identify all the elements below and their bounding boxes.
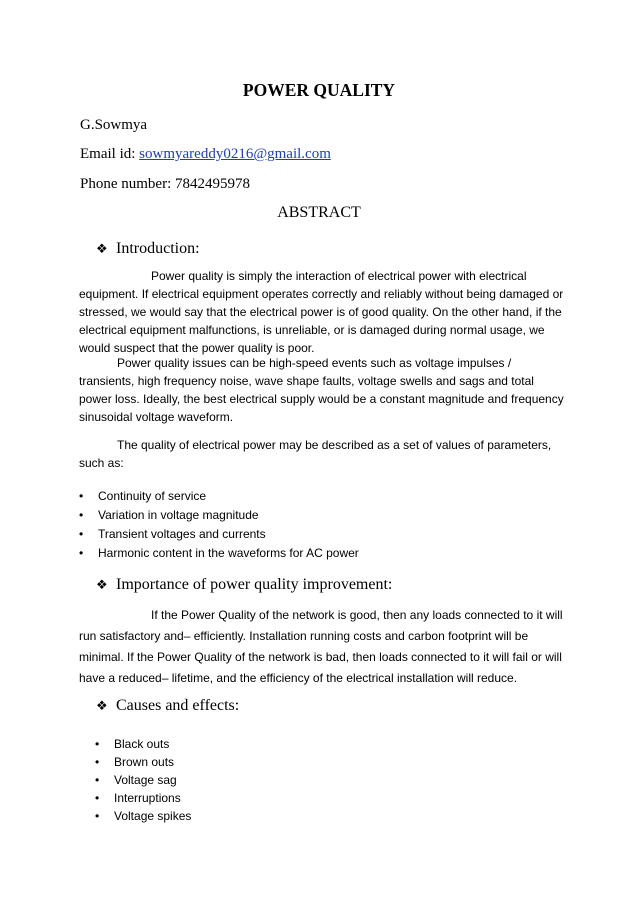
section-heading-causes — [96, 697, 239, 715]
diamond-bullet-icon: ❖ — [96, 698, 108, 713]
parameters-list — [79, 487, 359, 563]
paragraph-text: Power quality is simply the interaction of electrical power with electrical equipment. If electrical equipment operates correctly and reliably without being damaged or stressed, we would say that the electrical power is of good quality. On the other hand, if the electrical equipment malfunctions, is unreliable, or is damaged during normal usage, we would suspect that the power quality is poor. — [79, 269, 564, 355]
list-item: • Transient voltages and currents — [79, 525, 359, 544]
email-line — [80, 146, 331, 163]
intro-paragraph-1 — [79, 267, 569, 357]
bullet-dot-icon: • — [95, 791, 100, 805]
list-item: • Black outs — [95, 737, 170, 751]
phone-line: Phone number: 7842495978 — [80, 176, 250, 192]
list-item: • Voltage spikes — [95, 809, 192, 823]
diamond-bullet-icon: ❖ — [96, 241, 108, 256]
diamond-bullet-icon: ❖ — [96, 577, 108, 592]
bullet-dot-icon: • — [79, 527, 84, 541]
paragraph-text: Power quality issues can be high-speed events such as voltage impulses / transients, high frequency noise, wave shape faults, voltage swells and sags and total power loss. Ideally, the best electrical supply would be a constant magnitude and frequency sinusoidal voltage waveform. — [79, 356, 564, 424]
section-heading-label: Introduction: — [116, 240, 200, 257]
causes-list — [95, 735, 191, 825]
intro-paragraph-3 — [79, 436, 569, 472]
intro-paragraph-2 — [79, 354, 569, 426]
bullet-dot-icon: • — [95, 773, 100, 787]
bullet-dot-icon: • — [79, 508, 84, 522]
bullet-dot-icon: • — [79, 546, 84, 560]
list-item: • Continuity of service — [79, 487, 359, 506]
list-item: • Brown outs — [95, 755, 175, 769]
bullet-dot-icon: • — [95, 737, 100, 751]
bullet-dot-icon: • — [95, 809, 100, 823]
section-heading-introduction — [96, 240, 200, 258]
abstract-heading: ABSTRACT — [277, 204, 361, 221]
bullet-dot-icon: • — [95, 755, 100, 769]
list-item: • Voltage sag — [95, 773, 177, 787]
bullet-dot-icon: • — [79, 489, 84, 503]
email-link[interactable]: sowmyareddy0216@gmail.com — [139, 146, 331, 162]
section-heading-label: Importance of power quality improvement: — [116, 576, 393, 593]
section-heading-label: Causes and effects: — [116, 697, 240, 714]
list-item: • Harmonic content in the waveforms for AC power — [79, 544, 359, 563]
document-title: POWER QUALITY — [242, 80, 396, 100]
author-name: G.Sowmya — [80, 117, 148, 133]
paragraph-text: If the Power Quality of the network is good, then any loads connected to it will run satisfactory and– efficiently. Installation running costs and carbon footprint will be minimal. If the Power Quality of the network is bad, then loads connected to it will fail or will have a reduced– lifetime, and the efficiency of the electrical installation will reduce. — [79, 608, 563, 685]
section-heading-importance — [96, 576, 392, 594]
paragraph-text: The quality of electrical power may be described as a set of values of parameters, such as: — [79, 438, 552, 470]
list-item: • Interruptions — [95, 791, 181, 805]
importance-paragraph — [79, 605, 569, 689]
email-label: Email id: — [80, 146, 140, 162]
list-item: • Variation in voltage magnitude — [79, 506, 359, 525]
